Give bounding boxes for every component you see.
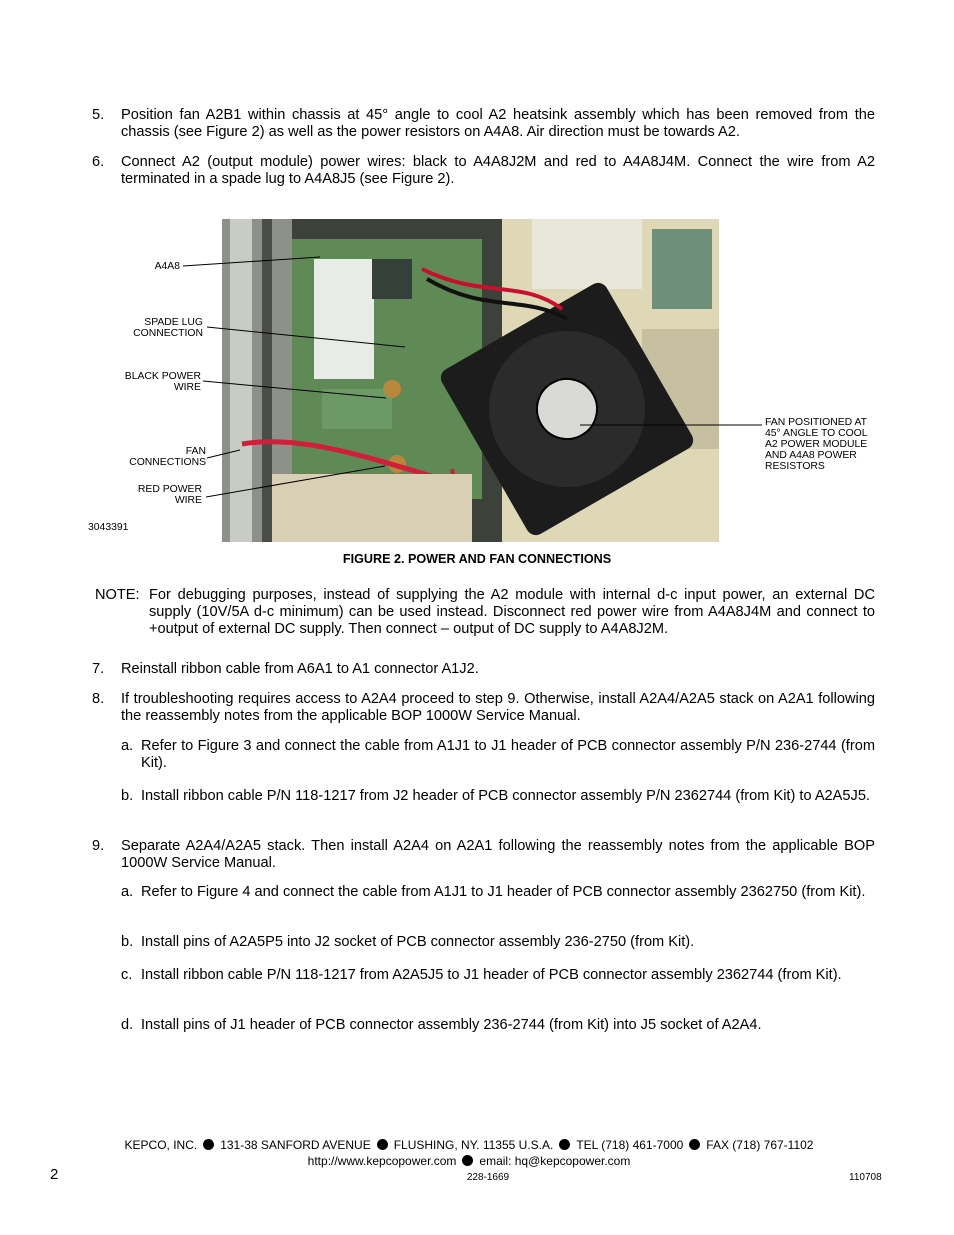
step-8b-letter: b. <box>121 788 134 804</box>
step-9a-letter: a. <box>121 884 134 900</box>
footer-city: FLUSHING, NY. 11355 U.S.A. <box>393 1138 554 1152</box>
step-5-text: Position fan A2B1 within chassis at 45° angle to cool A2 heatsink assembly which has been removed from the chassis (see Figure 2) as well as the power resistors on A4A8. Air direction must be towards A2. <box>121 107 875 140</box>
figure-caption: FIGURE 2. POWER AND FAN CONNECTIONS <box>342 552 612 566</box>
step-8-text: If troubleshooting requires access to A2A4 proceed to step 9. Otherwise, install A2A4/A2A5 stack on A2A1 following the reassembly notes from the applicable BOP 1000W Service Manual. <box>121 691 875 724</box>
footer-fax: FAX (718) 767-1102 <box>706 1138 814 1152</box>
step-9c-letter: c. <box>121 967 133 983</box>
note-text: For debugging purposes, instead of supplying the A2 module with internal d-c input power, an external DC supply (10V/5A d-c minimum) can be used instead. Disconnect red power wire from A4A8J4M and connect to +output of external DC supply. Then connect – output of DC supply to A4A8J2M. <box>149 587 875 637</box>
callout-red-wire: RED POWER WIRE <box>137 484 202 506</box>
step-8-number: 8. <box>92 691 105 707</box>
step-8b-text: Install ribbon cable P/N 118-1217 from J2 header of PCB connector assembly P/N 2362744 (from Kit) to A2A5J5. <box>141 788 870 804</box>
step-8a-text: Refer to Figure 3 and connect the cable from A1J1 to J1 header of PCB connector assembly P/N 236-2744 (from Kit). <box>141 738 875 771</box>
bullet-icon <box>377 1139 388 1150</box>
step-9d-letter: d. <box>121 1017 134 1033</box>
step-6-text: Connect A2 (output module) power wires: black to A4A8J2M and red to A4A8J4M. Connect the wire from A2 terminated in a spade lug to A4A8J5 (see Figure 2). <box>121 154 875 187</box>
step-7-text: Reinstall ribbon cable from A6A1 to A1 connector A1J2. <box>121 661 479 677</box>
callout-fan-connections: FAN CONNECTIONS <box>129 446 206 468</box>
step-9d-text: Install pins of J1 header of PCB connector assembly 236-2744 (from Kit) into J5 socket of A2A4. <box>141 1017 762 1033</box>
footer-address-line <box>0 1138 938 1152</box>
step-9-text: Separate A2A4/A2A5 stack. Then install A2A4 on A2A1 following the reassembly notes from the applicable BOP 1000W Service Manual. <box>121 838 875 871</box>
footer-street: 131-38 SANFORD AVENUE <box>220 1138 371 1152</box>
step-9c-text: Install ribbon cable P/N 118-1217 from A2A5J5 to J1 header of PCB connector assembly 2362744 (from Kit). <box>141 967 842 983</box>
step-9a-text: Refer to Figure 4 and connect the cable from A1J1 to J1 header of PCB connector assembly 2362750 (from Kit). <box>141 884 866 900</box>
step-9b-text: Install pins of A2A5P5 into J2 socket of PCB connector assembly 236-2750 (from Kit). <box>141 934 695 950</box>
step-9-number: 9. <box>92 838 105 854</box>
step-8a-letter: a. <box>121 738 134 754</box>
callout-spade-lug: SPADE LUG CONNECTION <box>133 317 203 339</box>
footer-tel: TEL (718) 461-7000 <box>576 1138 684 1152</box>
callout-a4a8: A4A8 <box>154 261 180 272</box>
date-code: 110708 <box>849 1172 882 1183</box>
step-6-number: 6. <box>92 154 105 170</box>
bullet-icon <box>462 1155 473 1166</box>
bullet-icon <box>689 1139 700 1150</box>
footer-company: KEPCO, INC. <box>124 1138 198 1152</box>
footer-email-link[interactable]: email: hq@kepcopower.com <box>479 1154 631 1168</box>
footer-contact-line <box>0 1154 938 1168</box>
note-label: NOTE: <box>95 587 140 603</box>
step-5-number: 5. <box>92 107 105 123</box>
bullet-icon <box>559 1139 570 1150</box>
figure-id-label: 3043391 <box>88 522 129 533</box>
step-9b-letter: b. <box>121 934 134 950</box>
doc-number: 228-1669 <box>466 1172 510 1183</box>
bullet-icon <box>203 1139 214 1150</box>
footer-web-link[interactable]: http://www.kepcopower.com <box>307 1154 457 1168</box>
step-7-number: 7. <box>92 661 105 677</box>
callout-fan-positioned: FAN POSITIONED AT 45° ANGLE TO COOL A2 POWER MODULE AND A4A8 POWER RESISTORS <box>765 417 868 472</box>
callout-black-wire: BLACK POWER WIRE <box>124 371 201 393</box>
page-number: 2 <box>50 1166 59 1183</box>
